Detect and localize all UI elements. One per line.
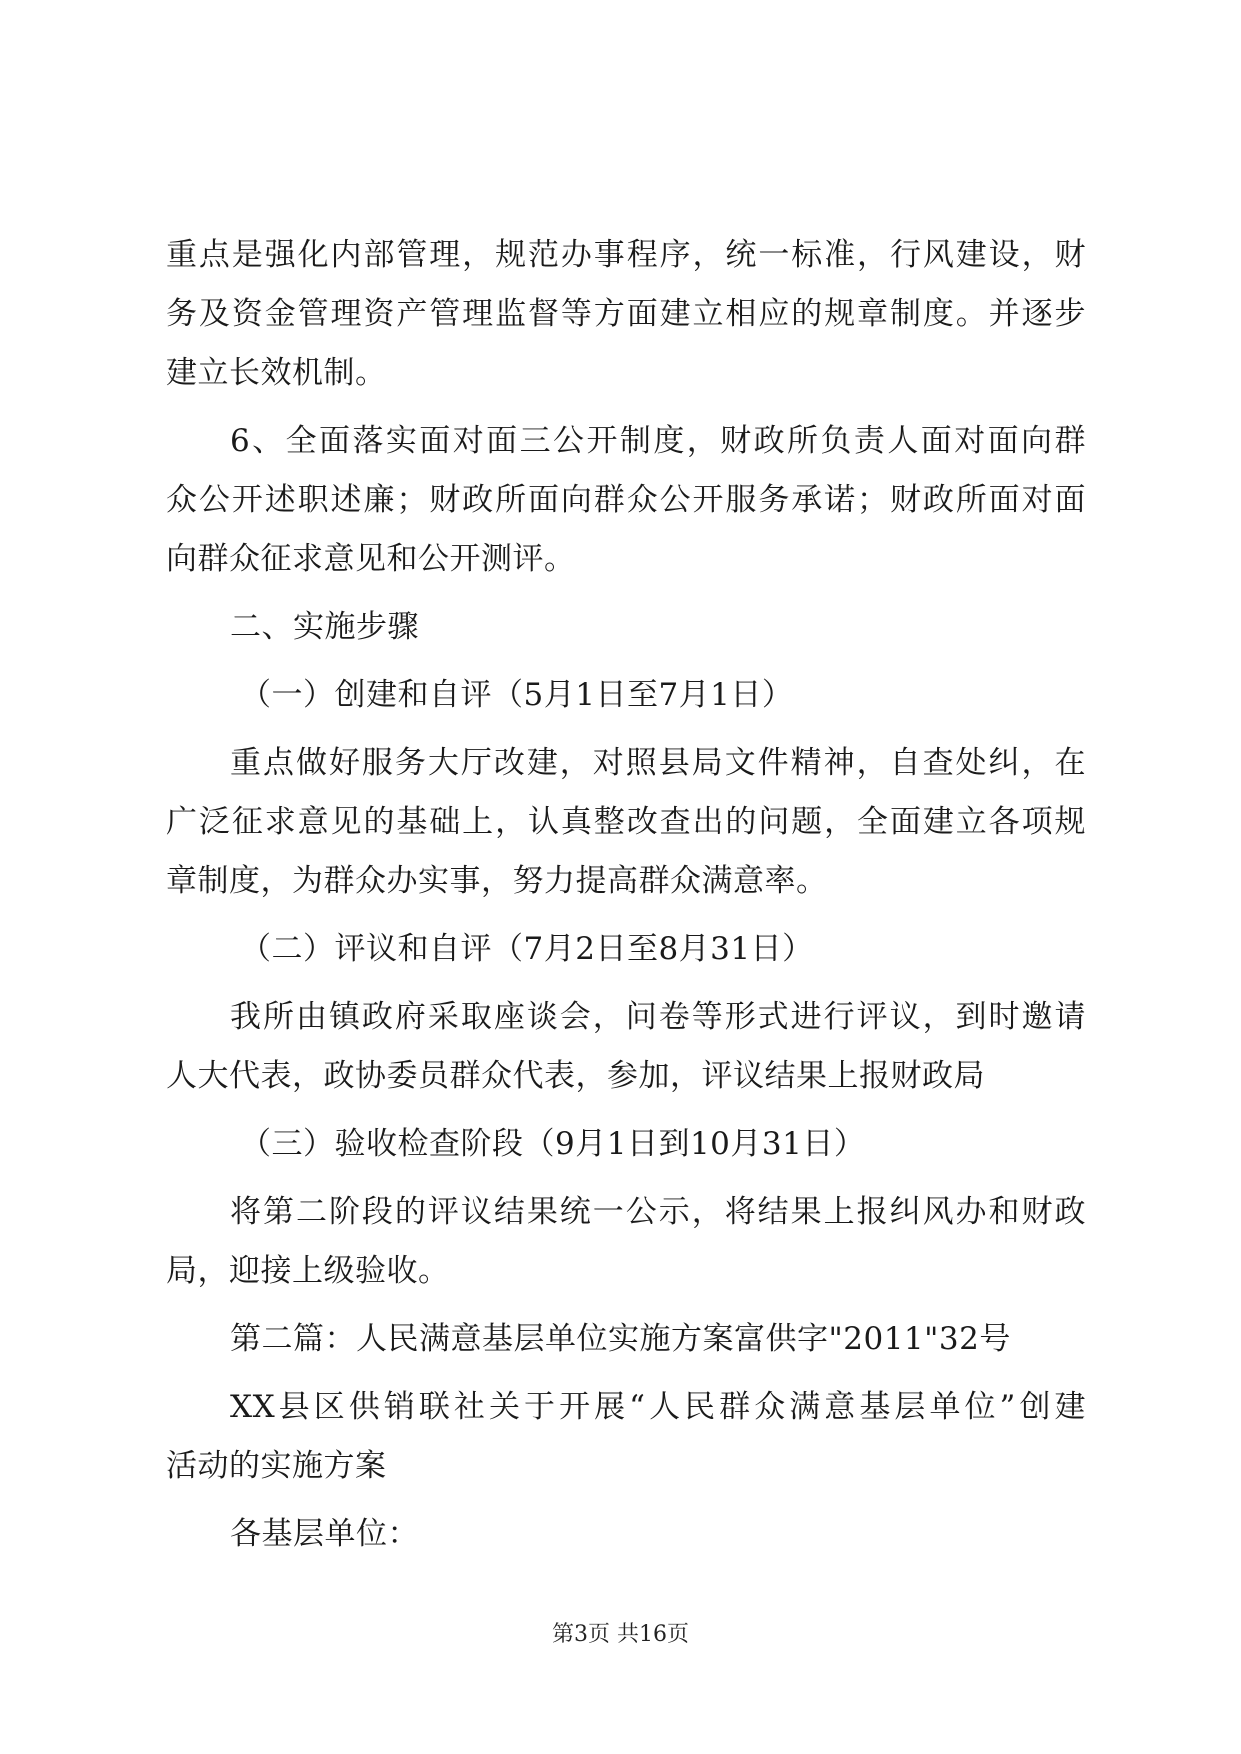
subsection-heading: （三）验收检查阶段（9月1日到10月31日）	[240, 1126, 866, 1162]
article-title: 第二篇：人民满意基层单位实施方案富供字"2011"32号	[230, 1321, 1011, 1357]
paragraph-line: 众公开述职述廉；财政所面向群众公开服务承诺；财政所面对面	[166, 482, 1086, 518]
paragraph-line: 务及资金管理资产管理监督等方面建立相应的规章制度。并逐步	[166, 296, 1086, 332]
document-body	[166, 226, 1086, 1564]
paragraph-line: 重点做好服务大厅改建，对照县局文件精神，自查处纠，在	[230, 745, 1086, 781]
subsection-heading: （一）创建和自评（5月1日至7月1日）	[240, 677, 794, 713]
paragraph-line: 6、全面落实面对面三公开制度，财政所负责人面对面向群	[230, 423, 1086, 459]
section-heading: 二、实施步骤	[230, 609, 419, 645]
paragraph-line: 人大代表，政协委员群众代表，参加，评议结果上报财政局	[166, 1058, 985, 1094]
paragraph-line: 将第二阶段的评议结果统一公示，将结果上报纠风办和财政	[230, 1194, 1086, 1230]
paragraph-line: 活动的实施方案	[166, 1448, 387, 1484]
paragraph-line: 广泛征求意见的基础上，认真整改查出的问题，全面建立各项规	[166, 804, 1086, 840]
paragraph-line: 重点是强化内部管理，规范办事程序，统一标准，行风建设，财	[166, 237, 1086, 273]
paragraph-line: 向群众征求意见和公开测评。	[166, 541, 576, 577]
page-number-footer: 第3页 共16页	[552, 1622, 689, 1647]
paragraph-line: 局，迎接上级验收。	[166, 1253, 450, 1289]
paragraph-line: 建立长效机制。	[166, 355, 387, 391]
paragraph-line: 章制度，为群众办实事，努力提高群众满意率。	[166, 863, 828, 899]
subsection-heading: （二）评议和自评（7月2日至8月31日）	[240, 931, 814, 967]
paragraph-line: 我所由镇政府采取座谈会，问卷等形式进行评议，到时邀请	[230, 999, 1086, 1035]
salutation: 各基层单位：	[230, 1516, 419, 1552]
paragraph-line: XX县区供销联社关于开展“人民群众满意基层单位”创建	[230, 1389, 1086, 1425]
